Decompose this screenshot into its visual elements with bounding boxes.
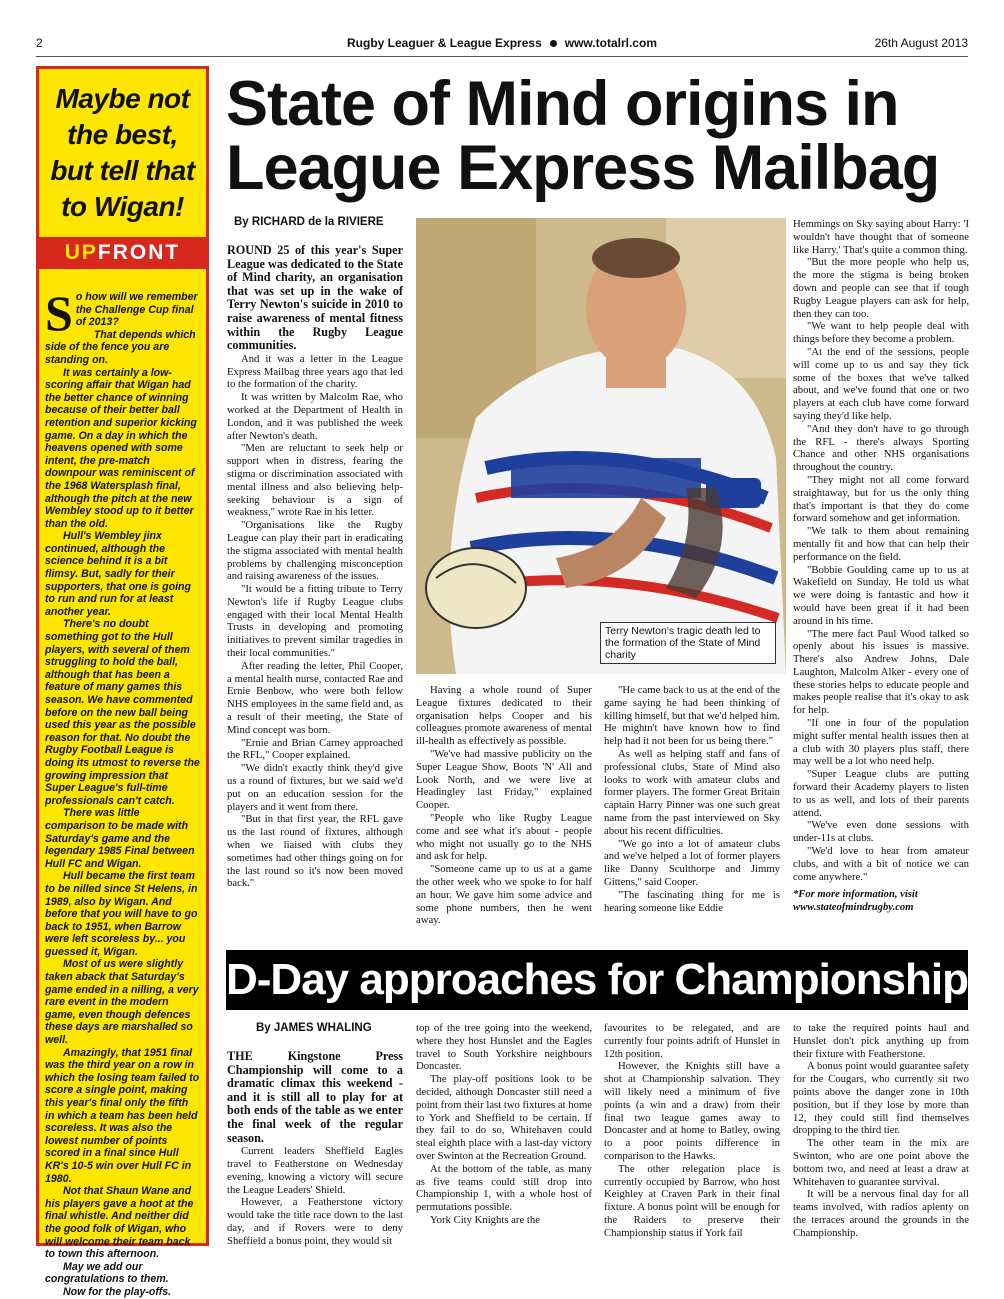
story2-column-2 xyxy=(416,1022,592,1227)
photo-caption: Terry Newton's tragic death led to the formation of the State of Mind charity xyxy=(600,622,776,664)
sidebar-paragraph: There's no doubt something got to the Hull players, with several of them struggling to hold the ball, although that has been a feature of many games this season. We have commented before on the new ball being used this year as the possible reason for that. No doubt the Rugby Football League is doing its utmost to reverse the growing impression that Super League's full-time professionals can't catch. xyxy=(45,618,200,807)
story1-paragraph: "We've even done sessions with under-11s at clubs. xyxy=(793,819,969,845)
story2-paragraph: favourites to be relegated, and are currently four points adrift of Hunslet in 12th position. xyxy=(604,1022,780,1060)
story2-paragraph: The other relegation place is currently occupied by Barrow, who host Keighley at Craven Park in their final fixture. A bonus point will be enough for the Raiders to preserve their Championship status if York fail xyxy=(604,1162,780,1239)
story1-paragraph: "We'd love to hear from amateur clubs, and with a bit of notice we can come anywhere." xyxy=(793,845,969,883)
sidebar-body xyxy=(39,269,206,1299)
issue-date: 26th August 2013 xyxy=(874,36,968,50)
story2-paragraph: York City Knights are the xyxy=(430,1213,540,1226)
upfront-label-front: FRONT xyxy=(97,241,181,264)
sidebar-paragraph: It was certainly a low-scoring affair that Wigan had the better chance of winning because of their better ball retention and superior kicking game. On a day in which the heavens opened with some intent, the pre-match downpour was reminiscent of the 1968 Watersplash final, although the pitch at the new Wembley stood up to it better than the old. xyxy=(45,366,197,530)
story1-column-1 xyxy=(227,244,403,890)
story1-column-2 xyxy=(416,684,592,927)
story1-paragraph: "We've had massive publicity on the Super League Show, Boots 'N' All and Look North, and we were live at Headingley last Friday," explained Cooper. xyxy=(416,747,592,812)
story2-paragraph: The play-off positions look to be decided, although Doncaster still need a point from their last two fixtures at home to York and Sheffield to be certain. If they fail to do so, Whitehaven could steal eighth place with a last-day victory over Swinton at the Recreation Ground. xyxy=(416,1073,593,1162)
story1-paragraph: "The mere fact Paul Wood talked so openly about his issues is massive. There's also Andrew Johns, Dale Laughton, Malcolm Alker - every one of these stories helps to educate people and makes people realise that it's okay to ask for help. xyxy=(793,627,969,717)
story1-paragraph: "Super League clubs are putting forward their Academy players to listen to us as well, and lots of their parents attend. xyxy=(793,768,969,819)
story1-column-3 xyxy=(604,684,780,914)
rugby-player-illustration xyxy=(416,218,786,674)
sidebar-paragraph: May we add our congratulations to them. xyxy=(45,1260,169,1286)
story2-paragraph: At the bottom of the table, as many as five teams could still drop into Championship 1, with a whole host of permutations possible. xyxy=(416,1162,592,1214)
story1-paragraph: Having a whole round of Super League fixtures dedicated to their organisation helps Cooper and his colleagues promote awareness of mental ill-health as effectively as possible. xyxy=(416,684,592,748)
upfront-banner xyxy=(39,237,206,269)
story1-paragraph: And it was a letter in the League Express Mailbag three years ago that led to the formation of the charity. xyxy=(227,352,403,391)
story2-paragraph: The other team in the mix are Swinton, who are one point above the bottom two, and need at least a draw at Whitehaven to guarantee survival. xyxy=(793,1137,969,1188)
website-link[interactable]: www.totalrl.com xyxy=(564,36,657,50)
bullet-icon xyxy=(550,40,557,47)
story1-paragraph: "We didn't exactly think they'd give us a round of fixtures, but we said we'd put on an education session for the players and it went from there. xyxy=(227,762,403,813)
story1-intro: ROUND 25 of this year's Super League was dedicated to the State of Mind charity, an organisation that was set up in the wake of Terry Newton's suicide in 2010 to raise awareness of mental fitness within the Rugby League communities. xyxy=(227,243,403,353)
publication-line xyxy=(36,36,968,50)
page-number: 2 xyxy=(36,36,43,50)
story1-paragraph: "It would be a fitting tribute to Terry Newton's life if Rugby League clubs engaged with their local Mental Health Trusts in developing and promoting initiatives to prevent similar tragedies in their local communities." xyxy=(227,583,403,660)
story1-paragraph: "Bobbie Goulding came up to us at Wakefield on Sunday. He told us what we were doing is fantastic and how it would have been great if it had been around in his time. xyxy=(793,563,969,627)
story1-paragraph: "They might not all come forward straightaway, but for us the only thing that's important is that they do come forward somehow and get information. xyxy=(793,473,969,525)
story1-paragraph: As well as helping staff and fans of professional clubs, State of Mind also looks to work with amateur clubs and former players. The former Great Britain captain Harry Pinner was one such great name from the past interviewed on Sky about his recent difficulties. xyxy=(604,747,780,837)
story1-paragraph: "At the end of the sessions, people will come up to us and say they tick some of the boxes that we've talked about, and we've found that one or two players at each club have come forward saying they'd like help. xyxy=(793,345,969,422)
story2-column-4 xyxy=(793,1022,969,1240)
story1-paragraph: "Men are reluctant to seek help or support when in distress, fearing the stigma or discrimination associated with mental illness and also believing help-seeking behaviour is a sign of weakness," wrote Rae in his letter. xyxy=(227,442,403,519)
main-headline: State of Mind origins in League Express Mailbag xyxy=(226,69,940,203)
story1-paragraph: "And they don't have to go through the RFL - there's always Sporting Chance and other NHS organisations throughout the country. xyxy=(793,422,969,474)
story1-paragraph: After reading the letter, Phil Cooper, a mental health nurse, contacted Rae and Ernie Benbow, who were both fellow NHS employees in the same field and, as a result of their meeting, the State of Mind concept was born. xyxy=(227,659,403,736)
story2-column-1 xyxy=(227,1050,403,1248)
story1-paragraph: "We talk to them about remaining mentally fit and how that can help their performance on the field. xyxy=(793,525,969,563)
story1-paragraph: "He came back to us at the end of the game saying he had been thinking of killing himself, but that we'd helped him. He mightn't have known how to find help had it not been for us being there." xyxy=(604,684,780,748)
story1-paragraph: "But the more people who help us, the more the stigma is being broken down and people can see that if tough Rugby League players can ask for help, then they can too. xyxy=(793,256,969,320)
header-divider xyxy=(36,56,968,57)
story1-paragraph: "If one in four of the population might suffer mental health issues then at a club with 30 players plus staff, there may well be a lot who need help. xyxy=(793,717,969,768)
page-header xyxy=(36,32,968,54)
upfront-sidebar xyxy=(36,66,209,1298)
sidebar-paragraph: That depends which side of the fence you are standing on. xyxy=(45,328,196,366)
story1-paragraph: "Ernie and Brian Carney approached the RFL," Cooper explained. xyxy=(227,736,403,762)
story2-intro: THE Kingstone Press Championship will come to a dramatic climax this weekend - and it is still all to play for at both ends of the table as we enter the final week of the regular season. xyxy=(227,1049,403,1145)
story1-paragraph: "Someone came up to us at a game the other week who we spoke to for half an hour. We gave him some advice and some phone numbers, then he went away. xyxy=(416,863,592,927)
story1-paragraph: "But in that first year, the RFL gave us the last round of fixtures, although when we liaised with clubs they sometimes had other things going on for the last round so it's now been moved back." xyxy=(227,813,403,890)
story2-paragraph: A bonus point would guarantee safety for the Cougars, who currently sit two points above the danger zone in 10th position, but if they lose by more than 12, they could still find themselves dropping to the third tier. xyxy=(793,1060,969,1137)
story1-paragraph: "We want to help people deal with things before they become a problem. xyxy=(793,320,969,346)
sidebar-paragraph: There was little comparison to be made with Saturday's game and the legendary 1985 Final between Hull FC and Wigan. xyxy=(45,807,195,870)
story1-paragraph: "Organisations like the Rugby League can play their part in eradicating the stigma associated with mental health problems by challenging misconception and raising awareness of the issues. xyxy=(227,519,403,583)
story2-paragraph: However, the Knights still have a shot at Championship salvation. They will likely need a minimum of five points (a win and a draw) from their final two league games away to Doncaster and at home to Batley, owing to a poor points difference in comparison to the Hawks. xyxy=(604,1060,780,1162)
upfront-label-up: UP xyxy=(64,241,98,264)
story1-paragraph: "People who like Rugby League come and see what it's about - people who might not usually go to the NHS and ask for help. xyxy=(416,811,592,863)
player-photo xyxy=(416,218,786,674)
sidebar-paragraph: So how will we remember the Challenge Cup final of 2013? xyxy=(45,285,198,341)
sidebar-paragraph: Hull became the first team to be nilled since St Helens, in 1989, also by Wigan. And before that you will have to go back to 1951, when Barrow were left scoreless by... you guessed it, Wigan. xyxy=(45,870,198,958)
story2-paragraph: However, a Featherstone victory would take the title race down to the last day, and if Rovers were to deny Sheffield a bonus point, they would sit xyxy=(227,1196,403,1247)
story1-paragraph: It was written by Malcolm Rae, who worked at the Department of Health in London, and it was published the week after Newton's death. xyxy=(227,391,403,442)
sidebar-paragraph: Hull's Wembley jinx continued, although the science behind it is a bit flimsy. But, sadly for their supporters, that one is going to run and run for at least another year. xyxy=(45,530,191,618)
story2-column-3 xyxy=(604,1022,780,1240)
story2-paragraph: to take the required points haul and Hunslet don't pick anything up from their fixture with Featherstone. xyxy=(793,1022,969,1060)
state-of-mind-link[interactable]: www.stateofmindrugby.com xyxy=(793,902,914,914)
story2-paragraph: top of the tree going into the weekend, where they host Hunslet and the Eagles travel to South Yorkshire neighbours Doncaster. xyxy=(416,1022,592,1073)
sidebar-paragraph: Amazingly, that 1951 final was the third year on a row in which the losing team failed to score a single point, making this year's final only the fifth in which a team has been held scoreless. It was also the lowest number of points scored in a final since Hull KR's 10-5 win over Hull FC in 1980. xyxy=(45,1046,200,1185)
story2-headline: D-Day approaches for Championship xyxy=(226,950,968,1010)
more-info-note: *For more information, visit www.stateofmindrugby.com xyxy=(793,889,969,914)
story2-paragraph: It will be a nervous final day for all teams involved, with radios aplenty on the terraces around the grounds in the Championship. xyxy=(793,1188,969,1239)
sidebar-title: Maybe not the best, but tell that to Wigan! xyxy=(50,83,195,222)
sidebar-paragraph: Most of us were slightly taken aback that Saturday's game ended in a nilling, a very rare event in the modern game, even though defences these days are marshalled so well. xyxy=(45,958,199,1047)
story1-paragraph: "The fascinating thing for me is hearing someone like Eddie xyxy=(604,888,780,914)
sidebar-paragraph: Now for the play-offs. xyxy=(63,1285,172,1298)
story2-paragraph: Current leaders Sheffield Eagles travel to Featherstone on Wednesday evening, knowing a victory will secure the League Leaders' Shield. xyxy=(227,1145,403,1196)
drop-cap: S xyxy=(45,285,73,341)
story1-paragraph: Hemmings on Sky saying about Harry: 'I wouldn't have thought that of someone like Harry.' That's quite a common thing. xyxy=(793,218,969,256)
story1-paragraph: "We go into a lot of amateur clubs and we've helped a lot of former players like Danny Sculthorpe and Jimmy Gittens," said Cooper. xyxy=(604,837,780,888)
story2-byline: By JAMES WHALING xyxy=(256,1022,372,1034)
story1-byline: By RICHARD de la RIVIERE xyxy=(234,216,384,228)
publication-name: Rugby Leaguer & League Express xyxy=(347,36,542,50)
story1-column-4 xyxy=(793,218,969,915)
sidebar-paragraph: Not that Shaun Wane and his players gave a hoot at the final whistle. And neither did the good folk of Wigan, who will welcome their team back to town this afternoon. xyxy=(45,1185,194,1261)
